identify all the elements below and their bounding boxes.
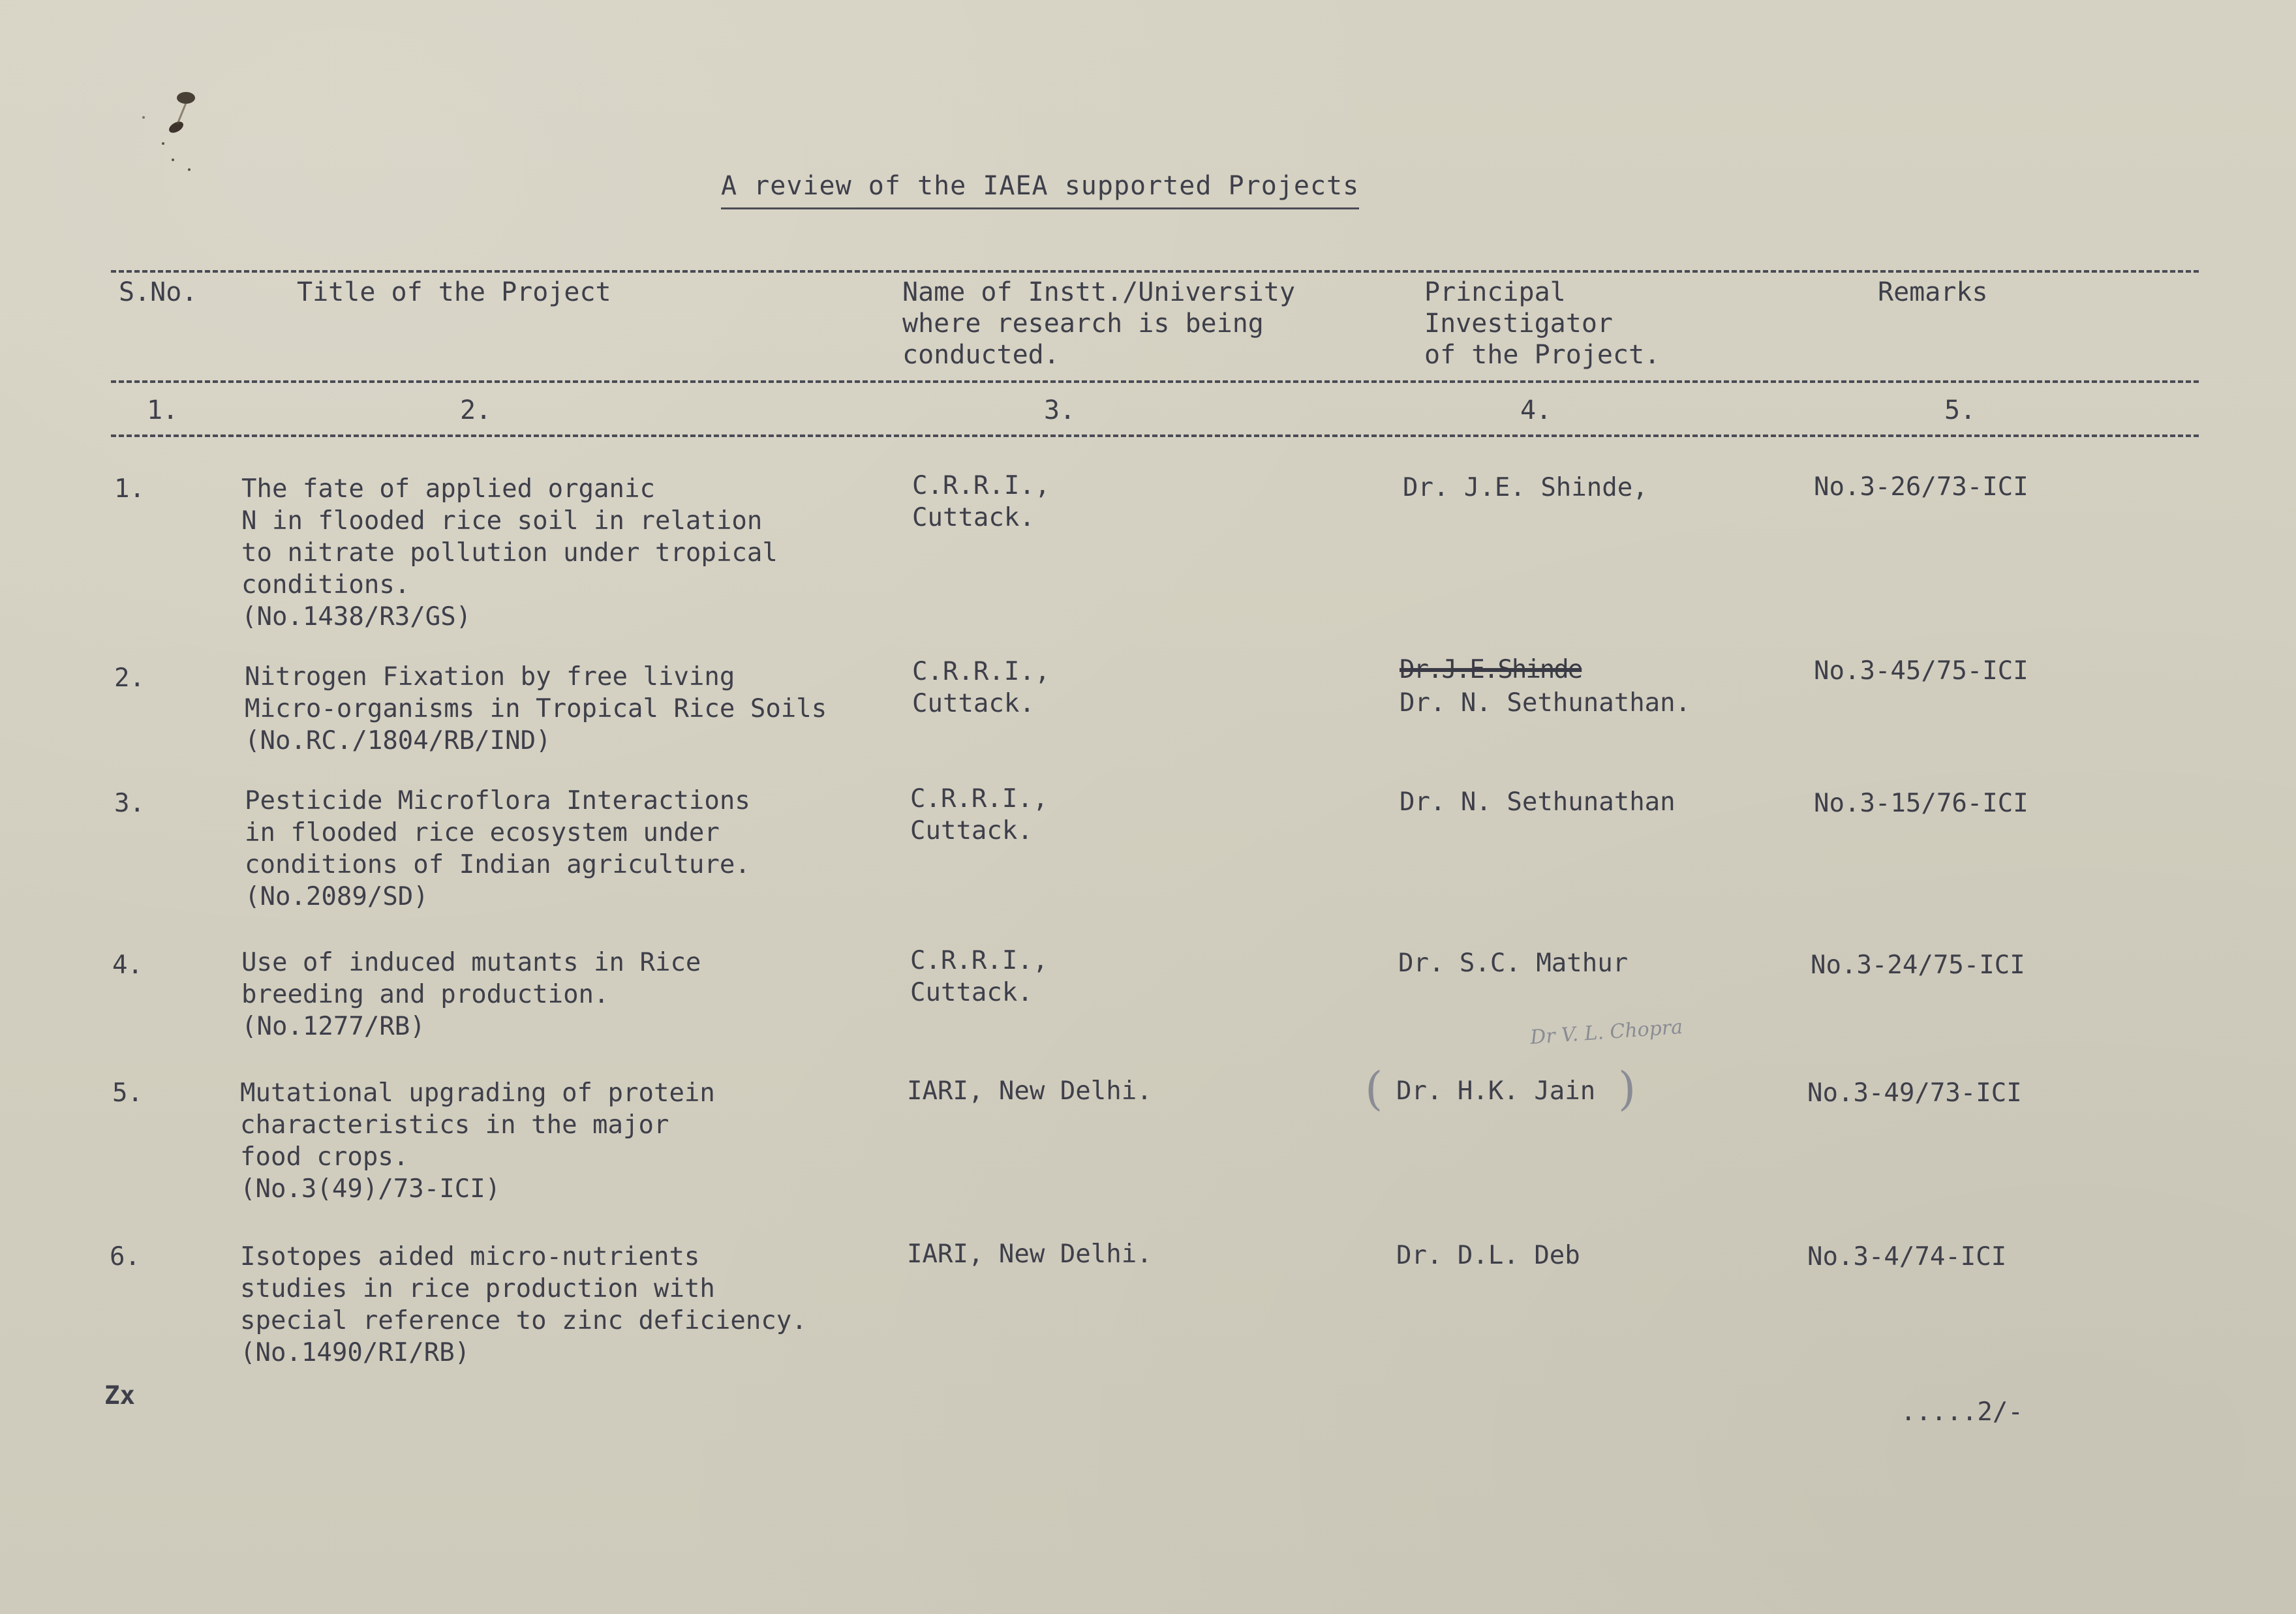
row-5-sno: 5.: [112, 1078, 143, 1108]
row-4-title: Use of induced mutants in Rice breeding and production. (No.1277/RB): [241, 948, 701, 1041]
row-3-investigator: Dr. N. Sethunathan: [1400, 787, 1676, 817]
row-4-investigator: Dr. S.C. Mathur: [1398, 949, 1629, 978]
col-number-5: 5.: [1944, 395, 1976, 425]
header-title: Title of the Project: [297, 277, 611, 307]
row-5-title: Mutational upgrading of protein characteristics in the major food crops. (No.3(49)/73-ICI): [240, 1078, 715, 1204]
header-institution: Name of Instt./University where research is being conducted.: [902, 277, 1296, 370]
row-6-investigator: Dr. D.L. Deb: [1396, 1241, 1580, 1270]
row-4-sno: 4.: [112, 951, 143, 980]
page-title: A review of the IAEA supported Projects: [721, 171, 1360, 201]
row-5-pencil-annotation: Dr V. L. Chopra: [1529, 1015, 1684, 1050]
row-2-institution: C.R.R.I., Cuttack.: [912, 657, 1050, 718]
title-underline: [721, 207, 1359, 209]
ink-stain: [124, 78, 228, 183]
row-1-institution: C.R.R.I., Cuttack.: [912, 471, 1050, 532]
row-1-title: The fate of applied organic N in flooded rice soil in relation to nitrate pollution under tropical conditions. (No.1438/R3/GS): [241, 474, 778, 632]
row-2-remarks: No.3-45/75-ICI: [1814, 656, 2028, 686]
row-6-remarks: No.3-4/74-ICI: [1807, 1242, 2007, 1271]
row-3-title: Pesticide Microflora Interactions in flooded rice ecosystem under conditions of Indian agriculture. (No.2089/SD): [245, 786, 750, 911]
row-1-sno: 1.: [114, 474, 145, 504]
row-5-remarks: No.3-49/73-ICI: [1807, 1078, 2022, 1108]
header-rule-top: [111, 270, 2199, 273]
row-1-investigator: Dr. J.E. Shinde,: [1403, 473, 1648, 502]
header-investigator: Principal Investigator of the Project.: [1424, 277, 1661, 370]
row-5-institution: IARI, New Delhi.: [907, 1076, 1152, 1106]
header-rule-middle: [111, 380, 2199, 383]
row-6-sno: 6.: [110, 1242, 140, 1271]
row-6-institution: IARI, New Delhi.: [907, 1240, 1152, 1269]
col-number-2: 2.: [460, 395, 492, 425]
row-3-remarks: No.3-15/76-ICI: [1814, 789, 2028, 818]
row-2-investigator: Dr. N. Sethunathan.: [1400, 688, 1691, 718]
row-2-sno: 2.: [114, 663, 145, 693]
pencil-open-bracket: (: [1365, 1062, 1383, 1116]
header-sno: S.No.: [119, 277, 198, 307]
col-number-4: 4.: [1520, 395, 1552, 425]
header-remarks: Remarks: [1878, 277, 1988, 307]
row-1-remarks: No.3-26/73-ICI: [1814, 472, 2028, 502]
pencil-close-bracket: ): [1618, 1062, 1636, 1116]
col-number-3: 3.: [1044, 395, 1076, 425]
row-6-title: Isotopes aided micro-nutrients studies in rice production with special reference to zinc deficiency. (No.1490/RI/RB): [240, 1242, 807, 1367]
row-5-investigator: Dr. H.K. Jain: [1396, 1076, 1596, 1106]
row-2-title: Nitrogen Fixation by free living Micro-organisms in Tropical Rice Soils (No.RC./1804/RB/IND): [245, 662, 827, 755]
row-2-struck-investigator: Dr.J.E.Shinde: [1400, 655, 1582, 684]
row-4-institution: C.R.R.I., Cuttack.: [910, 946, 1049, 1007]
page-continuation: .....2/-: [1901, 1397, 2023, 1427]
header-rule-bottom: [111, 434, 2199, 437]
row-3-institution: C.R.R.I., Cuttack.: [910, 784, 1049, 845]
row-3-sno: 3.: [114, 789, 145, 818]
col-number-1: 1.: [147, 395, 179, 425]
row-4-remarks: No.3-24/75-ICI: [1811, 951, 2025, 980]
typist-initials: Zx: [104, 1381, 135, 1410]
